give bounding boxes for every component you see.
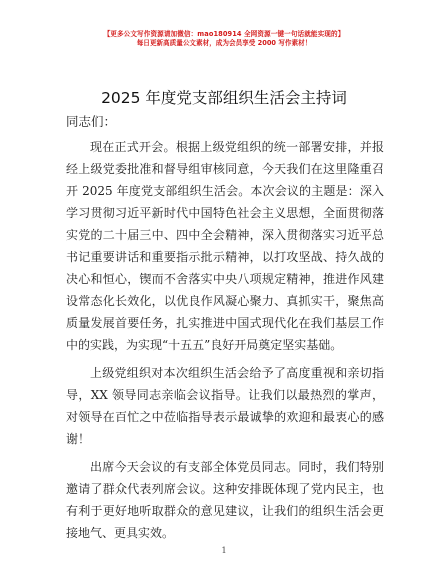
document-title: 2025 年度党支部组织生活会主持词 xyxy=(101,89,347,107)
body-paragraph-2: 上级党组织对本次组织生活会给予了高度重视和亲切指导，XX 领导同志亲临会议指导。让我们以最热烈的掌声，对领导在百忙之中莅临指导表示最诚挚的欢迎和最衷心的感谢！ xyxy=(66,366,384,446)
body-paragraph-1: 现在正式开会。根据上级党组织的统一部署安排，并报经上级党委批准和督导组审核同意，今天我们在这里隆重召开 2025 年度党支部组织生活会。本次会议的主题是：深入学习贯彻习近平新时代中国特色社会主义思想，全面贯彻落实党的二十届三中、四中全会精神，深入贯彻落实习近平总书记重要讲话和重要指示批示精神，以打攻坚战、持久战的决心和恒心，锲而不舍落实中央八项规定精神，推进作风建设常态化长效化，以优良作风凝心聚力、真抓实干，聚焦高质量发展首要任务，扎实推进中国式现代化在我们基层工作中的实践，为实现“十五五”良好开局奠定坚实基础。 xyxy=(66,140,384,352)
document-greeting: 同志们： xyxy=(66,114,117,129)
page-number: 1 xyxy=(221,546,227,555)
promo-banner xyxy=(0,30,448,48)
document-body xyxy=(66,136,384,550)
promo-banner-line-2: 每日更新高质量公文素材，成为会员享受 2000 写作素材！ xyxy=(136,39,312,47)
promo-banner-line-1: 【更多公文写作资源请加微信：mao180914 全网资源一键一句话就能实现的】 xyxy=(103,30,345,38)
body-paragraph-3: 出席今天会议的有支部全体党员同志。同时，我们特别邀请了群众代表列席会议。这种安排既体现了党内民主，也有利于更好地听取群众的意见建议，让我们的组织生活会更接地气、更具实效。 xyxy=(66,460,384,540)
